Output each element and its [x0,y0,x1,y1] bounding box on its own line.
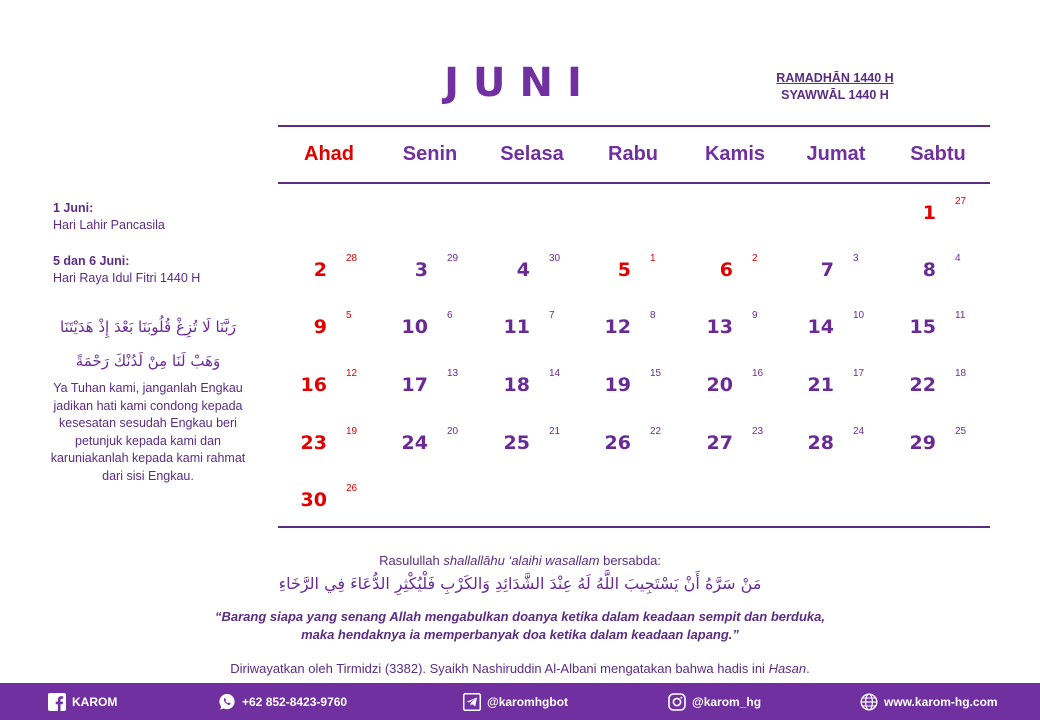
calendar-day [278,483,379,523]
note-date: 1 Juni: [53,201,94,215]
footer-telegram-label: @karomhgbot [487,695,569,709]
gregorian-date: 14 [807,316,834,338]
calendar-day [481,310,582,350]
gregorian-date: 5 [617,259,631,281]
hadith-source-prefix: Diriwayatkan oleh Tirmidzi (3382). Syaikh Nashiruddin Al-Albani mengatakan bahwa hadis ini [230,661,769,676]
day-header-rabu: Rabu [608,143,658,165]
telegram-icon [463,693,481,711]
gregorian-date: 13 [706,316,733,338]
footer-website-label: www.karom-hg.com [884,695,998,709]
hijri-date: 16 [752,368,764,379]
hijri-date: 3 [853,253,859,264]
divider-top [278,125,990,127]
note-text: Hari Lahir Pancasila [53,218,165,232]
calendar-day [379,426,480,466]
hijri-date: 17 [853,368,865,379]
day-header-sabtu: Sabtu [910,143,966,165]
gregorian-date: 4 [516,259,530,281]
gregorian-date: 30 [300,489,327,511]
calendar-day [278,426,379,466]
gregorian-date: 6 [719,259,733,281]
calendar-day [684,368,785,408]
hijri-month-2: SYAWWĀL 1440 H [781,88,889,102]
calendar-day [582,368,683,408]
calendar-day [481,368,582,408]
hijri-month-1: RAMADHĀN 1440 H [776,71,894,85]
calendar-day [785,310,886,350]
hijri-date: 7 [549,310,555,321]
calendar-day [684,310,785,350]
calendar-day [887,426,988,466]
footer-whatsapp[interactable] [218,692,347,712]
day-header-senin: Senin [402,143,458,165]
hijri-date: 27 [955,196,967,207]
day-header-jumat: Jumat [806,143,866,165]
holiday-notes [53,200,253,306]
hijri-date: 6 [447,310,453,321]
note-date: 5 dan 6 Juni: [53,254,130,268]
hijri-date: 20 [447,426,459,437]
gregorian-date: 27 [706,432,733,454]
gregorian-date: 16 [300,374,327,396]
gregorian-date: 23 [300,432,327,454]
gregorian-date: 25 [503,432,530,454]
calendar-day [887,368,988,408]
gregorian-date: 1 [922,202,936,224]
gregorian-date: 26 [604,432,631,454]
note-text: Hari Raya Idul Fitri 1440 H [53,271,201,285]
prayer-translation: Ya Tuhan kami, janganlah Engkau jadikan hati kami condong kepada kesesatan sesudah Engkau beri petunjuk kepada kami dan karuniakanlah kepada kami rahmat dari sisi Engkau. [50,381,246,483]
calendar-day [684,253,785,293]
hadith-source [150,661,890,676]
whatsapp-icon [218,693,236,711]
calendar-day [887,310,988,350]
hijri-date: 8 [650,310,656,321]
footer-bar [0,683,1040,720]
gregorian-date: 11 [503,316,530,338]
hijri-date: 18 [955,368,967,379]
gregorian-date: 24 [401,432,428,454]
hijri-date: 19 [346,426,358,437]
hijri-date: 1 [650,253,656,264]
gregorian-date: 12 [604,316,631,338]
hijri-date: 9 [752,310,758,321]
calendar-day [278,368,379,408]
day-header-kamis: Kamis [704,143,766,165]
prayer-arabic [48,310,248,378]
calendar-day [785,426,886,466]
divider-bottom [278,526,990,528]
prayer-arabic-line2: وَهَبْ لَنَا مِنْ لَدُنْكَ رَحْمَةً [75,352,221,370]
footer-telegram[interactable] [463,692,568,712]
gregorian-date: 21 [807,374,834,396]
hadith-translation-line2: maka hendaknya ia memperbanyak doa ketika dalam keadaan lapang.” [301,627,739,642]
calendar-day [887,253,988,293]
calendar-day [379,368,480,408]
hijri-date: 14 [549,368,561,379]
hijri-date: 4 [955,253,961,264]
gregorian-date: 22 [909,374,936,396]
calendar-day [785,368,886,408]
hijri-date: 5 [346,310,352,321]
gregorian-date: 15 [909,316,936,338]
calendar-day [379,310,480,350]
hadith-arabic: مَنْ سَرَّهُ أَنْ يَسْتَجِيبَ اللَّهُ لَهُ عِنْدَ الشَّدَائِدِ وَالكَرْبِ فَلْيُكْثِرِ الدُّعَاءَ فِي الرَّخَاءِ [278,574,762,593]
globe-icon [860,693,878,711]
hadith-intro-honorific: shallallāhu ‘alaihi wasallam [443,553,600,568]
hijri-months [752,70,918,104]
gregorian-date: 19 [604,374,631,396]
hijri-date: 15 [650,368,662,379]
hijri-date: 29 [447,253,459,264]
calendar-day [887,196,988,236]
hijri-date: 13 [447,368,459,379]
calendar-day [481,253,582,293]
gregorian-date: 20 [706,374,733,396]
gregorian-date: 28 [807,432,834,454]
divider-header [278,182,990,184]
hijri-date: 30 [549,253,561,264]
hijri-date: 24 [853,426,865,437]
hijri-date: 26 [346,483,358,494]
day-header-selasa: Selasa [500,143,564,165]
day-header-ahad: Ahad [304,143,354,165]
hadith-intro-suffix: bersabda: [599,553,661,568]
footer-instagram[interactable] [668,692,761,712]
instagram-icon [668,693,686,711]
calendar-day [582,426,683,466]
calendar-day [379,253,480,293]
hijri-date: 2 [752,253,758,264]
month-title: JUNI [444,60,596,106]
calendar-day [582,310,683,350]
footer-whatsapp-label: +62 852-8423-9760 [242,695,348,709]
footer-instagram-label: @karom_hg [692,695,762,709]
hijri-date: 21 [549,426,561,437]
calendar-day [481,426,582,466]
footer-website[interactable] [860,692,998,712]
gregorian-date: 18 [503,374,530,396]
hadith-intro-prefix: Rasulullah [379,553,444,568]
gregorian-date: 2 [313,259,327,281]
hadith-translation-line1: “Barang siapa yang senang Allah mengabulkan doanya ketika dalam keadaan sempit dan berduka, [215,609,825,624]
gregorian-date: 7 [820,259,834,281]
hijri-date: 10 [853,310,865,321]
hijri-date: 25 [955,426,967,437]
gregorian-date: 29 [909,432,936,454]
hadith-source-grade: Hasan [768,661,807,676]
hijri-date: 22 [650,426,662,437]
hijri-date: 23 [752,426,764,437]
gregorian-date: 3 [414,259,428,281]
hijri-date: 28 [346,253,358,264]
hijri-date: 11 [955,310,966,321]
footer-facebook-label: KAROM [72,695,118,709]
footer-facebook[interactable] [48,692,117,712]
calendar-day [278,310,379,350]
facebook-icon [48,693,66,711]
calendar-day [684,426,785,466]
gregorian-date: 8 [922,259,936,281]
gregorian-date: 17 [401,374,428,396]
gregorian-date: 10 [401,316,428,338]
prayer-arabic-line1: رَبَّنَا لَا تُزِغْ قُلُوبَنَا بَعْدَ إِذْ هَدَيْتَنَا [60,318,236,336]
hadith-translation [180,608,860,644]
calendar-day [785,253,886,293]
calendar-day [278,253,379,293]
hadith-source-suffix: . [806,661,810,676]
note-item [53,253,253,287]
hadith-intro [278,553,762,568]
gregorian-date: 9 [313,316,327,338]
note-item [53,200,253,234]
hijri-date: 12 [346,368,358,379]
calendar-day [582,253,683,293]
